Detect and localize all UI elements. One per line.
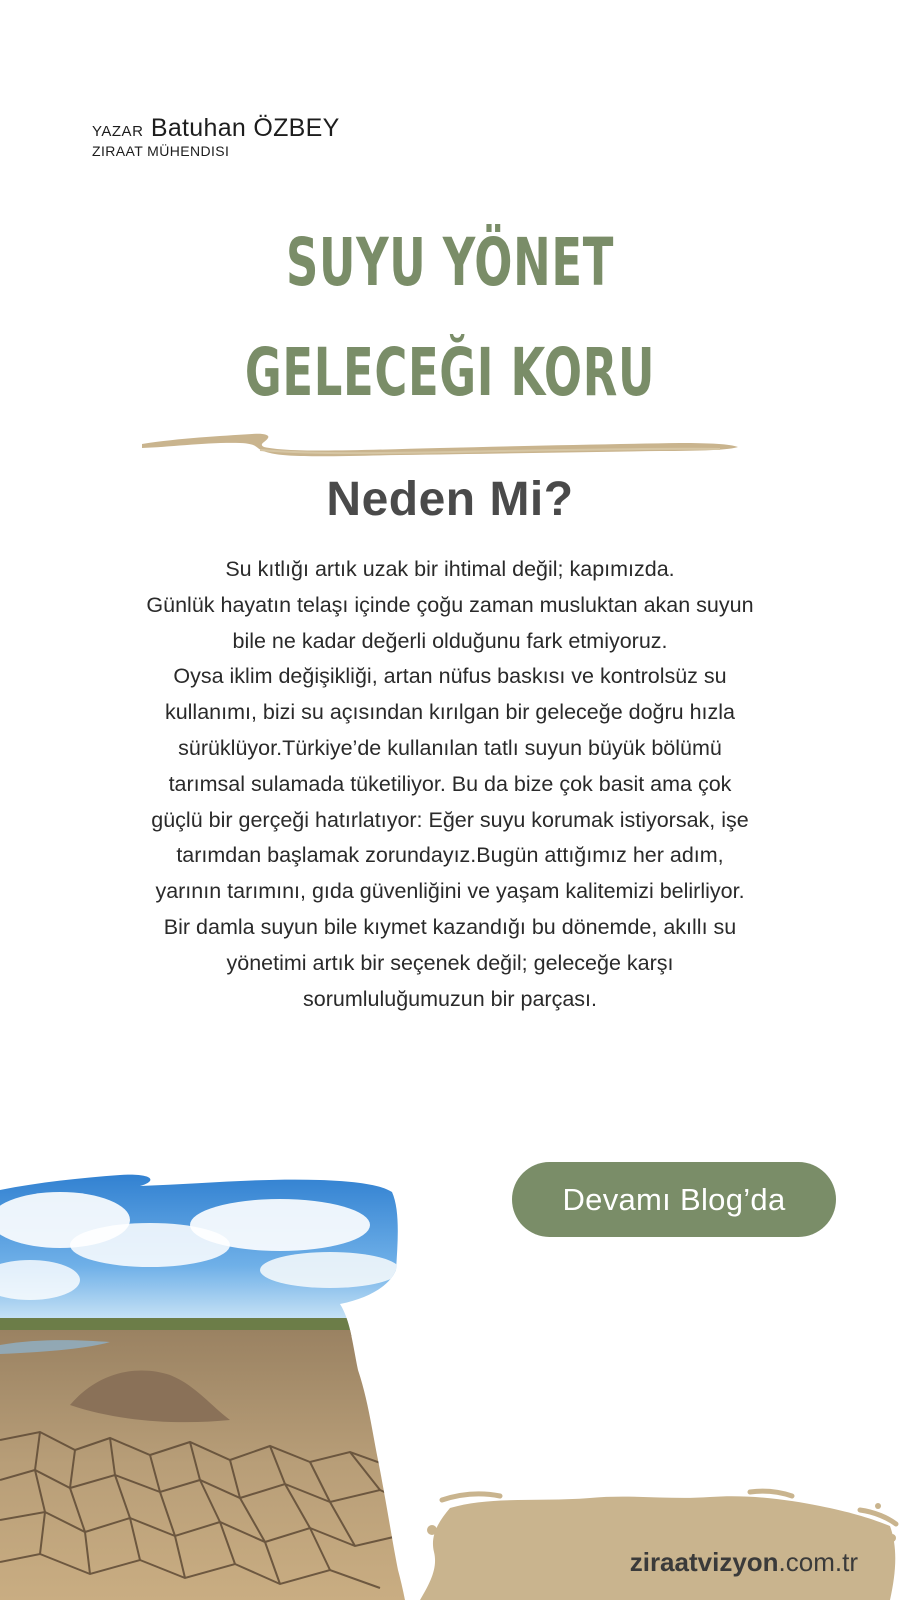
- body-line: bile ne kadar değerli olduğunu fark etmiyoruz.: [232, 628, 668, 653]
- author-label: YAZAR: [92, 123, 144, 140]
- author-block: [92, 114, 340, 159]
- body-line: Bir damla suyun bile kıymet kazandığı bu dönemde, akıllı su: [163, 914, 737, 939]
- website-name: ziraatvizyon: [629, 1547, 779, 1577]
- headline-line-1: SUYU YÖNET: [285, 224, 615, 301]
- body-line: Günlük hayatın telaşı içinde çoğu zaman musluktan akan suyun: [146, 592, 754, 617]
- blog-cta-button[interactable]: Devamı Blog’da: [512, 1162, 836, 1237]
- beige-brush-stroke: [420, 1488, 900, 1600]
- author-name: Batuhan ÖZBEY: [150, 114, 340, 142]
- brush-stroke-divider: [140, 428, 740, 468]
- body-line: Su kıtlığı artık uzak bir ihtimal değil; kapımızda.: [225, 557, 675, 581]
- dry-cracked-soil-landscape: [0, 1170, 415, 1600]
- body-line: kullanımı, bizi su açısından kırılgan bir geleceğe doğru hızla: [164, 700, 736, 725]
- website-address: [630, 1547, 858, 1578]
- body-text: [40, 552, 860, 1017]
- body-line: sürüklüyor.Türkiye’de kullanılan tatlı suyun büyük bölümü: [178, 735, 722, 760]
- body-line: güçlü bir gerçeği hatırlatıyor: Eğer suyu korumak istiyorsak, işe: [151, 807, 749, 832]
- website-tld: .com.tr: [778, 1547, 858, 1577]
- body-line: tarımdan başlamak zorundayız.Bugün attığımız her adım,: [176, 843, 724, 868]
- author-row: [92, 114, 340, 143]
- author-role: ZIRAAT MÜHENDISI: [92, 143, 230, 159]
- body-line: sorumluluğumuzun bir parçası.: [303, 986, 597, 1011]
- subheading: Neden Mi?: [326, 473, 574, 526]
- body-line: tarımsal sulamada tüketiliyor. Bu da bize çok basit ama çok: [168, 771, 732, 796]
- body-line: yarının tarımını, gıda güvenliğini ve yaşam kalitemizi belirliyor.: [155, 879, 745, 904]
- body-line: Oysa iklim değişikliği, artan nüfus baskısı ve kontrolsüz su: [173, 664, 727, 689]
- body-line: yönetimi artık bir seçenek değil; geleceğe karşı: [226, 950, 674, 975]
- headline-line-2: GELECEĞI KORU: [244, 334, 656, 411]
